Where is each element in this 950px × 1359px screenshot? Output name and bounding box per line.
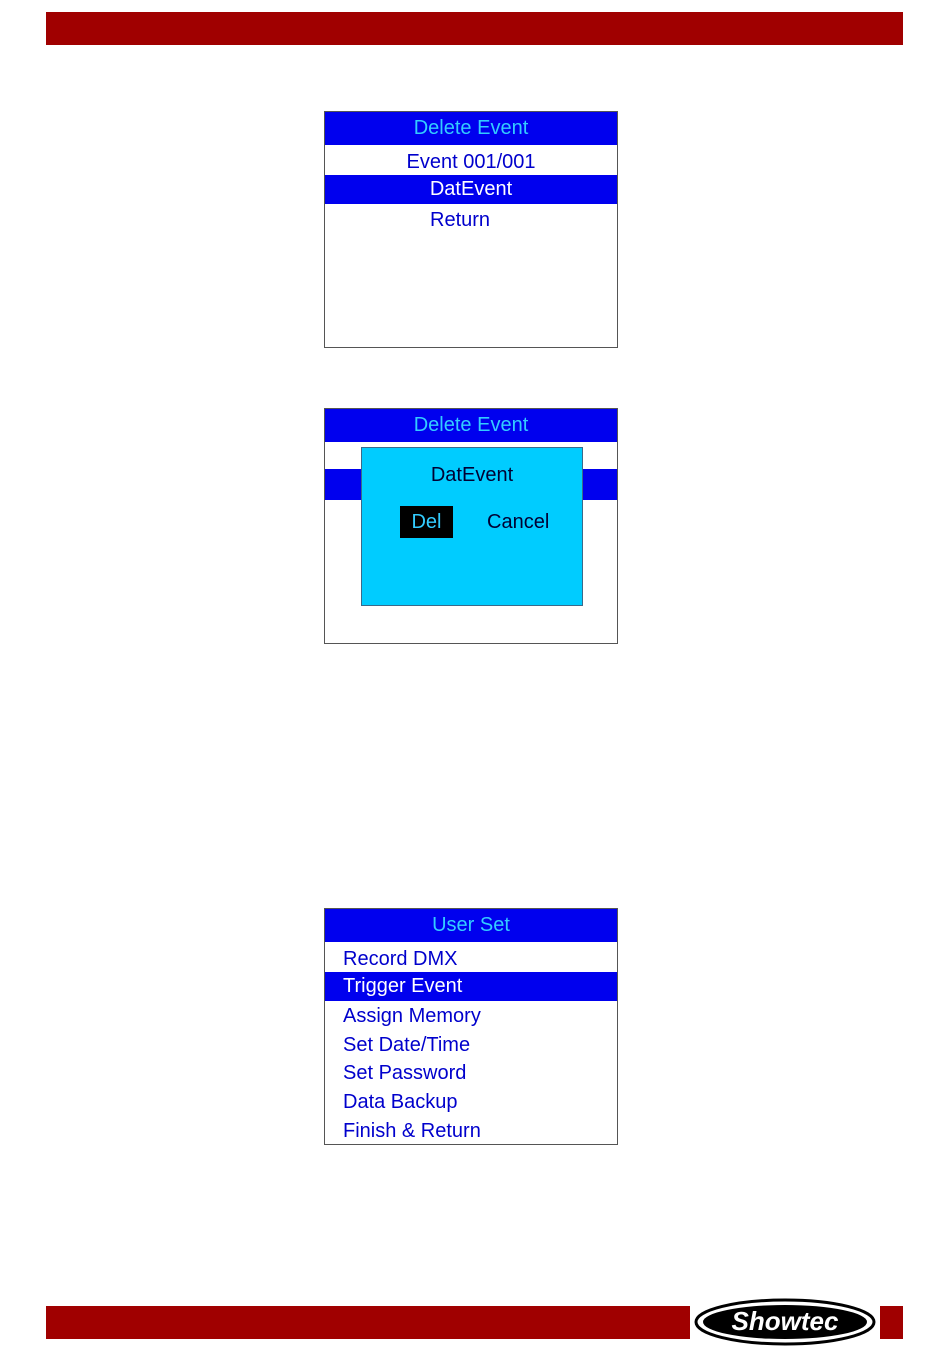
- header-bar: [46, 12, 903, 45]
- cancel-button[interactable]: Cancel: [487, 511, 550, 533]
- logo-text: Showtec: [731, 1306, 839, 1336]
- screen-title: User Set: [325, 909, 617, 942]
- dialog-title: DatEvent: [430, 464, 514, 486]
- screen-title: Delete Event: [325, 112, 617, 145]
- menu-item-datevent[interactable]: DatEvent: [325, 175, 617, 204]
- delete-confirm-screen: [324, 408, 618, 644]
- event-counter: Event 001/001: [406, 151, 536, 173]
- user-set-screen: [324, 908, 618, 1145]
- menu-item-record-dmx[interactable]: Record DMX: [343, 948, 458, 970]
- del-button[interactable]: Del: [400, 506, 453, 538]
- menu-item-set-date-time[interactable]: Set Date/Time: [343, 1034, 471, 1056]
- screen-title: Delete Event: [325, 409, 617, 442]
- menu-item-trigger-event[interactable]: Trigger Event: [325, 972, 617, 1001]
- menu-item-data-backup[interactable]: Data Backup: [343, 1091, 458, 1113]
- footer-bar: [46, 1306, 690, 1339]
- confirm-dialog: [361, 447, 583, 606]
- menu-item-return[interactable]: Return: [430, 209, 491, 231]
- showtec-logo: [694, 1298, 876, 1346]
- delete-event-screen: [324, 111, 618, 348]
- footer-bar-end: [880, 1306, 903, 1339]
- menu-item-set-password[interactable]: Set Password: [343, 1062, 467, 1084]
- menu-item-finish-return[interactable]: Finish & Return: [343, 1120, 481, 1142]
- menu-item-assign-memory[interactable]: Assign Memory: [343, 1005, 481, 1027]
